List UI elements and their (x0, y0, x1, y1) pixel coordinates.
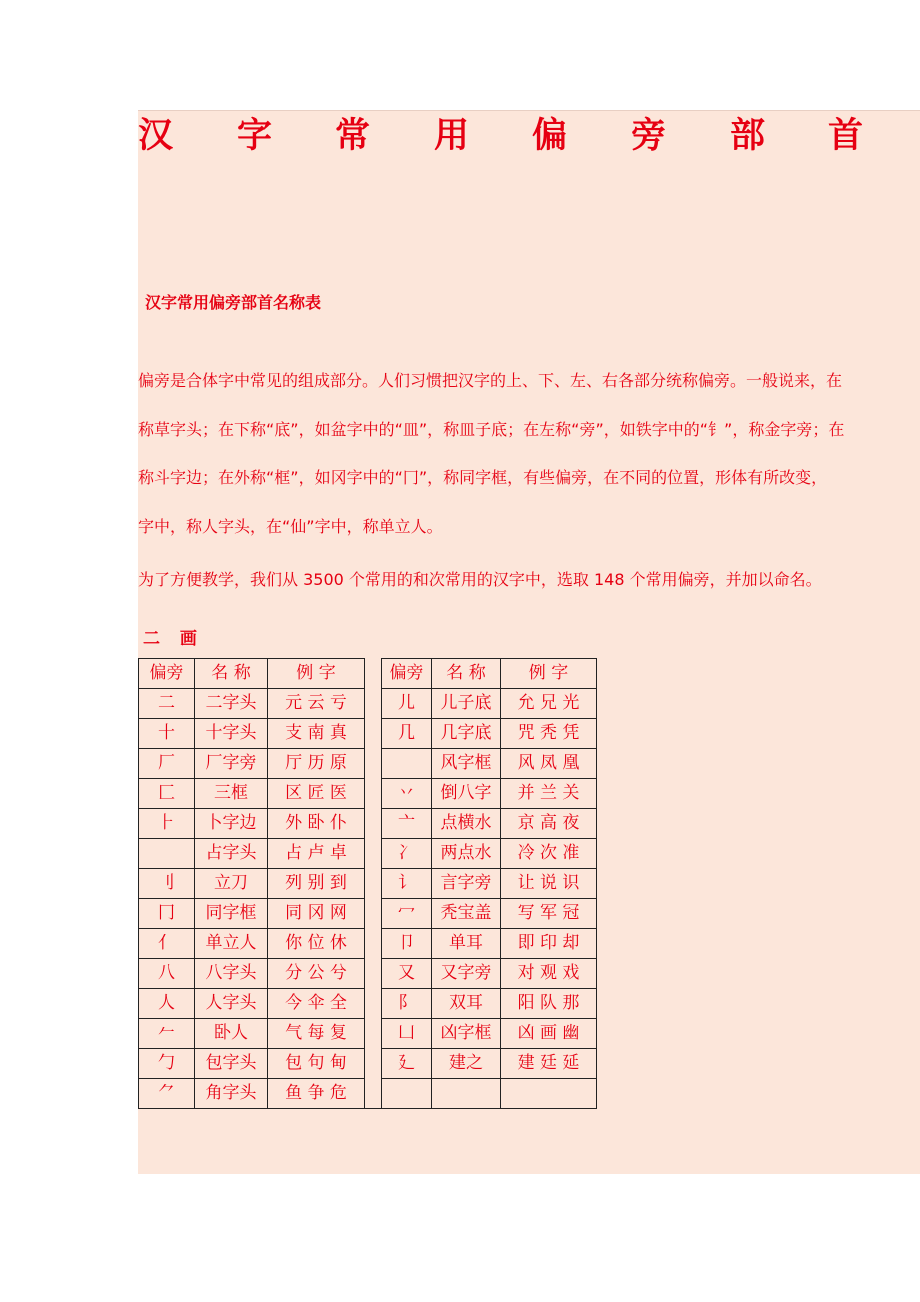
examples-cell: 元 云 亏 (268, 689, 365, 719)
gap-cell (365, 1019, 382, 1049)
examples-cell: 今 伞 全 (268, 989, 365, 1019)
examples-cell: 区 匠 医 (268, 779, 365, 809)
examples-cell: 并 兰 关 (501, 779, 597, 809)
table-row (139, 689, 597, 719)
radical-cell: 十 (139, 719, 195, 749)
name-cell: 占字头 (195, 839, 268, 869)
header-cell: 例 字 (501, 659, 597, 689)
gap-cell (365, 869, 382, 899)
gap-cell (365, 1079, 382, 1109)
name-cell: 卜字边 (195, 809, 268, 839)
table-row (139, 719, 597, 749)
page-title (138, 108, 920, 156)
examples-cell: 凶 画 幽 (501, 1019, 597, 1049)
section-heading: 二 画 (143, 629, 197, 649)
gap-cell (365, 989, 382, 1019)
header-cell: 偏旁 (382, 659, 432, 689)
radical-cell (382, 1079, 432, 1109)
name-cell: 风字框 (432, 749, 501, 779)
radical-cell: 匚 (139, 779, 195, 809)
name-cell: 言字旁 (432, 869, 501, 899)
table-row (139, 1079, 597, 1109)
gap-cell (365, 719, 382, 749)
name-cell: 厂字旁 (195, 749, 268, 779)
intro-line: 为了方便教学，我们从 3500 个常用的和次常用的汉字中，选取 148 个常用偏旁，并加以命名。 (138, 570, 822, 589)
intro-line: 称斗字边；在外称“框”，如冈字中的“冂”，称同字框，有些偏旁，在不同的位置，形体有所改变， (138, 468, 828, 487)
radical-cell: 冫 (382, 839, 432, 869)
gap-cell (365, 839, 382, 869)
examples-cell: 写 军 冠 (501, 899, 597, 929)
title-char: 用 (434, 116, 470, 156)
header-cell: 例 字 (268, 659, 365, 689)
examples-cell: 同 冈 网 (268, 899, 365, 929)
name-cell: 倒八字 (432, 779, 501, 809)
radical-cell: 𠂉 (139, 1019, 195, 1049)
gap-cell (365, 959, 382, 989)
radical-cell: 卩 (382, 929, 432, 959)
name-cell: 人字头 (195, 989, 268, 1019)
examples-cell: 厅 历 原 (268, 749, 365, 779)
header-cell: 偏旁 (139, 659, 195, 689)
intro-line: 字中，称人字头，在“仙”字中，称单立人。 (138, 517, 443, 536)
examples-cell: 分 公 兮 (268, 959, 365, 989)
header-cell: 名 称 (432, 659, 501, 689)
title-char: 字 (237, 116, 273, 156)
radicals-table (138, 658, 597, 1109)
radical-cell: 阝 (382, 989, 432, 1019)
table-row (139, 1019, 597, 1049)
examples-cell: 咒 秃 凭 (501, 719, 597, 749)
title-char: 汉 (138, 116, 174, 156)
name-cell: 立刀 (195, 869, 268, 899)
name-cell: 包字头 (195, 1049, 268, 1079)
examples-cell: 冷 次 准 (501, 839, 597, 869)
name-cell: 三框 (195, 779, 268, 809)
examples-cell: 气 每 复 (268, 1019, 365, 1049)
examples-cell: 让 说 识 (501, 869, 597, 899)
name-cell: 角字头 (195, 1079, 268, 1109)
radical-cell: 勹 (139, 1049, 195, 1079)
table-subtitle: 汉字常用偏旁部首名称表 (145, 293, 322, 312)
title-char: 首 (828, 116, 864, 156)
table-row (139, 809, 597, 839)
radical-cell: 凵 (382, 1019, 432, 1049)
examples-cell: 列 别 到 (268, 869, 365, 899)
gap-cell (365, 899, 382, 929)
table-row (139, 959, 597, 989)
name-cell: 建之 (432, 1049, 501, 1079)
table-row (139, 779, 597, 809)
table-header-row (139, 659, 597, 689)
examples-cell: 风 凤 凰 (501, 749, 597, 779)
radical-cell: 又 (382, 959, 432, 989)
name-cell: 儿子底 (432, 689, 501, 719)
name-cell: 单立人 (195, 929, 268, 959)
radical-cell (139, 839, 195, 869)
examples-cell: 你 位 休 (268, 929, 365, 959)
name-cell: 凶字框 (432, 1019, 501, 1049)
gap-cell (365, 779, 382, 809)
examples-cell: 对 观 戏 (501, 959, 597, 989)
gap-cell (365, 689, 382, 719)
intro-line: 偏旁是合体字中常见的组成部分。人们习惯把汉字的上、下、左、右各部分统称偏旁。一般说来，在 (138, 371, 843, 390)
examples-cell: 阳 队 那 (501, 989, 597, 1019)
radical-cell: 丷 (382, 779, 432, 809)
name-cell: 二字头 (195, 689, 268, 719)
examples-cell: 京 高 夜 (501, 809, 597, 839)
table-row (139, 749, 597, 779)
radical-cell: 廴 (382, 1049, 432, 1079)
examples-cell: 外 卧 仆 (268, 809, 365, 839)
radical-cell: 儿 (382, 689, 432, 719)
header-cell (365, 659, 382, 689)
name-cell: 同字框 (195, 899, 268, 929)
name-cell (432, 1079, 501, 1109)
gap-cell (365, 809, 382, 839)
title-char: 旁 (631, 116, 667, 156)
name-cell: 两点水 (432, 839, 501, 869)
examples-cell: 占 卢 卓 (268, 839, 365, 869)
intro-line: 称草字头；在下称“底”，如盆字中的“皿”，称皿子底；在左称“旁”，如铁字中的“钅”，称金字旁；在 (138, 420, 845, 439)
name-cell: 十字头 (195, 719, 268, 749)
radical-cell: ⺊ (139, 809, 195, 839)
examples-cell: 即 印 却 (501, 929, 597, 959)
name-cell: 点横水 (432, 809, 501, 839)
radical-cell: 人 (139, 989, 195, 1019)
table-row (139, 899, 597, 929)
gap-cell (365, 749, 382, 779)
name-cell: 又字旁 (432, 959, 501, 989)
title-char: 部 (730, 116, 766, 156)
gap-cell (365, 929, 382, 959)
table-row (139, 1049, 597, 1079)
table-row (139, 869, 597, 899)
name-cell: 秃宝盖 (432, 899, 501, 929)
radical-cell (382, 749, 432, 779)
name-cell: 卧人 (195, 1019, 268, 1049)
examples-cell: 支 南 真 (268, 719, 365, 749)
radical-cell: ⺈ (139, 1079, 195, 1109)
name-cell: 双耳 (432, 989, 501, 1019)
radical-cell: 冖 (382, 899, 432, 929)
header-cell: 名 称 (195, 659, 268, 689)
radical-cell: 二 (139, 689, 195, 719)
radical-cell: 厂 (139, 749, 195, 779)
title-char: 偏 (532, 116, 568, 156)
examples-cell: 允 兄 光 (501, 689, 597, 719)
radical-cell: 亻 (139, 929, 195, 959)
radical-cell: 八 (139, 959, 195, 989)
name-cell: 几字底 (432, 719, 501, 749)
radical-cell: 冂 (139, 899, 195, 929)
name-cell: 单耳 (432, 929, 501, 959)
name-cell: 八字头 (195, 959, 268, 989)
radical-cell: 刂 (139, 869, 195, 899)
table-row (139, 839, 597, 869)
radical-cell: 讠 (382, 869, 432, 899)
examples-cell: 建 廷 延 (501, 1049, 597, 1079)
title-char: 常 (335, 116, 371, 156)
radical-cell: 亠 (382, 809, 432, 839)
examples-cell (501, 1079, 597, 1109)
examples-cell: 鱼 争 危 (268, 1079, 365, 1109)
gap-cell (365, 1049, 382, 1079)
radical-cell: 几 (382, 719, 432, 749)
table-row (139, 989, 597, 1019)
table-row (139, 929, 597, 959)
examples-cell: 包 句 甸 (268, 1049, 365, 1079)
